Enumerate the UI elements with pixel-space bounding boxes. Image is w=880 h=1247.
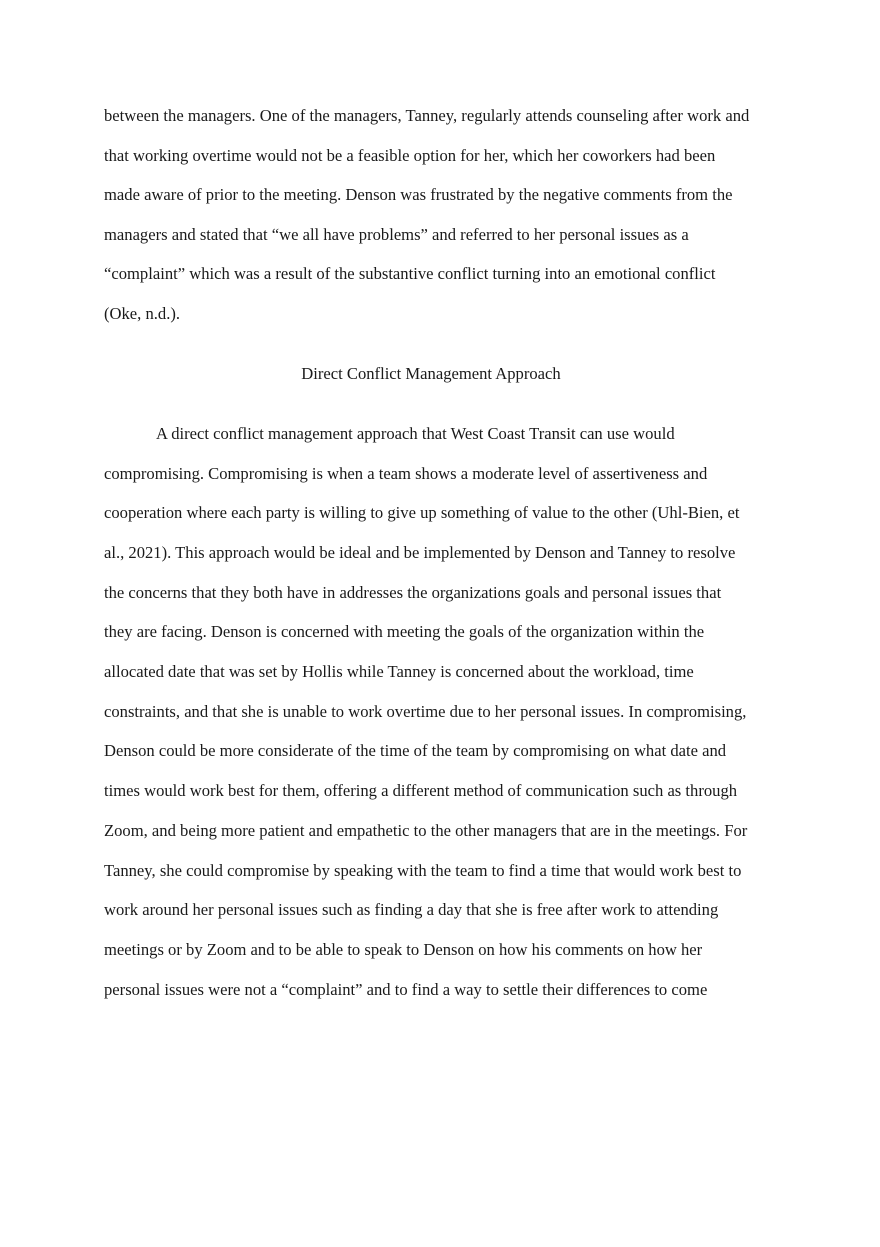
text-line: constraints, and that she is unable to work overtime due to her personal issues. In compromising,: [104, 702, 747, 721]
section-heading: Direct Conflict Management Approach: [301, 364, 561, 383]
text-line: meetings or by Zoom and to be able to speak to Denson on how his comments on how her: [104, 940, 703, 959]
text-line: work around her personal issues such as finding a day that she is free after work to attending: [104, 900, 719, 919]
text-line: (Oke, n.d.).: [104, 304, 181, 323]
text-line: made aware of prior to the meeting. Denson was frustrated by the negative comments from the: [104, 185, 733, 204]
text-line: Tanney, she could compromise by speaking with the team to find a time that would work best to: [104, 861, 742, 880]
text-line: al., 2021). This approach would be ideal and be implemented by Denson and Tanney to resolve: [104, 543, 736, 562]
text-line: cooperation where each party is willing to give up something of value to the other (Uhl-Bien, et: [104, 503, 740, 522]
text-line: between the managers. One of the managers, Tanney, regularly attends counseling after work and: [104, 106, 750, 125]
text-line: times would work best for them, offering a different method of communication such as through: [104, 781, 738, 800]
text-line: they are facing. Denson is concerned with meeting the goals of the organization within the: [104, 622, 705, 641]
text-line: the concerns that they both have in addresses the organizations goals and personal issues that: [104, 583, 722, 602]
text-line: “complaint” which was a result of the substantive conflict turning into an emotional conflict: [104, 264, 716, 283]
text-line: allocated date that was set by Hollis while Tanney is concerned about the workload, time: [104, 662, 694, 681]
text-line: managers and stated that “we all have problems” and referred to her personal issues as a: [104, 225, 689, 244]
text-line: A direct conflict management approach that West Coast Transit can use would: [156, 424, 675, 443]
text-line: personal issues were not a “complaint” and to find a way to settle their differences to come: [104, 980, 708, 999]
text-line: Zoom, and being more patient and empathetic to the other managers that are in the meetings. For: [104, 821, 748, 840]
text-line: Denson could be more considerate of the time of the team by compromising on what date and: [104, 741, 727, 760]
text-line: compromising. Compromising is when a team shows a moderate level of assertiveness and: [104, 464, 708, 483]
text-line: that working overtime would not be a feasible option for her, which her coworkers had been: [104, 146, 716, 165]
